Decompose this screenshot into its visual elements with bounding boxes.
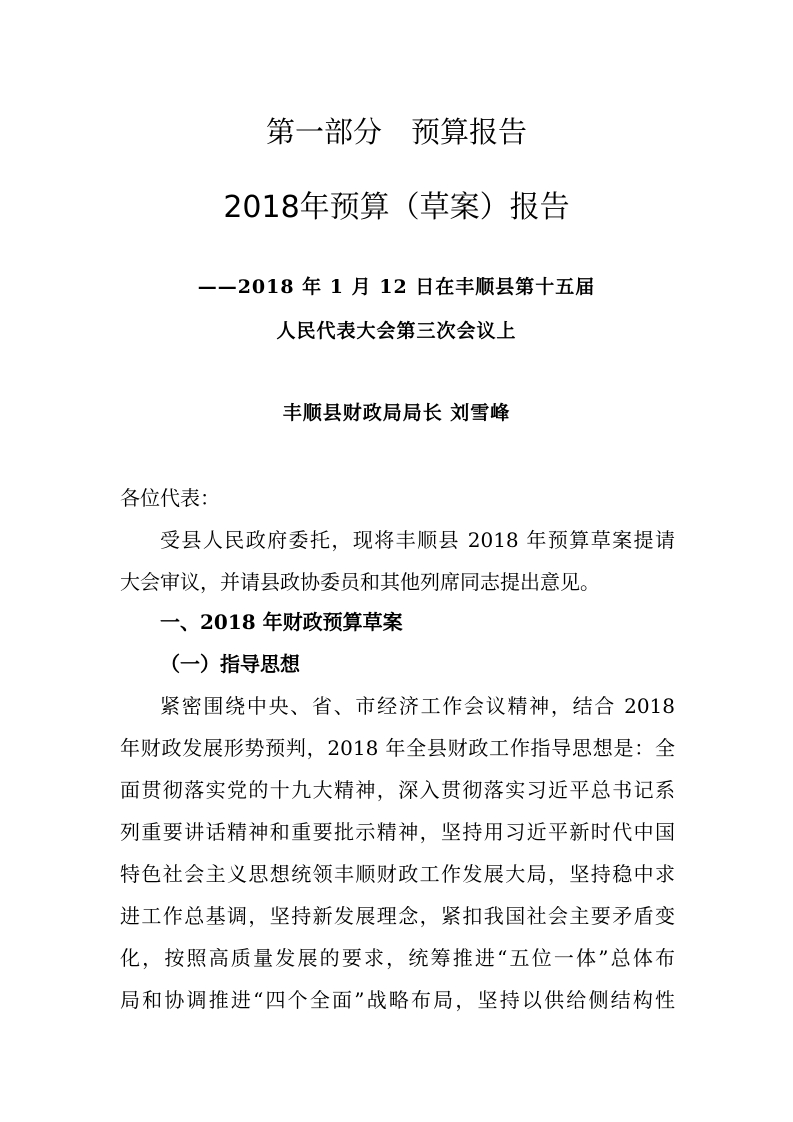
- body-line-1: 紧密围绕中央、省、市经济工作会议精神，结合 2018: [160, 694, 675, 718]
- body-line-7: 化，按照高质量发展的要求，统筹推进“五位一体”总体布: [120, 946, 675, 970]
- body-line-4: 列重要讲话精神和重要批示精神，坚持用习近平新时代中国: [120, 820, 675, 844]
- author-line: 丰顺县财政局局长 刘雪峰: [282, 402, 511, 424]
- report-title: 2018年预算（草案）报告: [223, 190, 570, 225]
- intro-line-1: 受县人民政府委托，现将丰顺县 2018 年预算草案提请: [160, 528, 675, 552]
- body-line-6: 进工作总基调，坚持新发展理念，紧扣我国社会主要矛盾变: [120, 904, 675, 928]
- body-line-2: 年财政发展形势预判，2018 年全县财政工作指导思想是：全: [120, 736, 675, 760]
- subsection-heading: （一）指导思想: [160, 652, 300, 676]
- part-title: 第一部分 预算报告: [265, 115, 527, 149]
- salutation: 各位代表：: [120, 486, 220, 510]
- subtitle-line-2: 人民代表大会第三次会议上: [276, 320, 517, 342]
- body-line-8: 局和协调推进“四个全面”战略布局，坚持以供给侧结构性: [120, 988, 675, 1012]
- section-heading: 一、2018 年财政预算草案: [160, 610, 403, 634]
- intro-line-2: 大会审议，并请县政协委员和其他列席同志提出意见。: [120, 570, 600, 594]
- subtitle-line-1: ——2018 年 1 月 12 日在丰顺县第十五届: [197, 276, 596, 298]
- body-line-5: 特色社会主义思想统领丰顺财政工作发展大局，坚持稳中求: [120, 862, 675, 886]
- body-line-3: 面贯彻落实党的十九大精神，深入贯彻落实习近平总书记系: [120, 778, 675, 802]
